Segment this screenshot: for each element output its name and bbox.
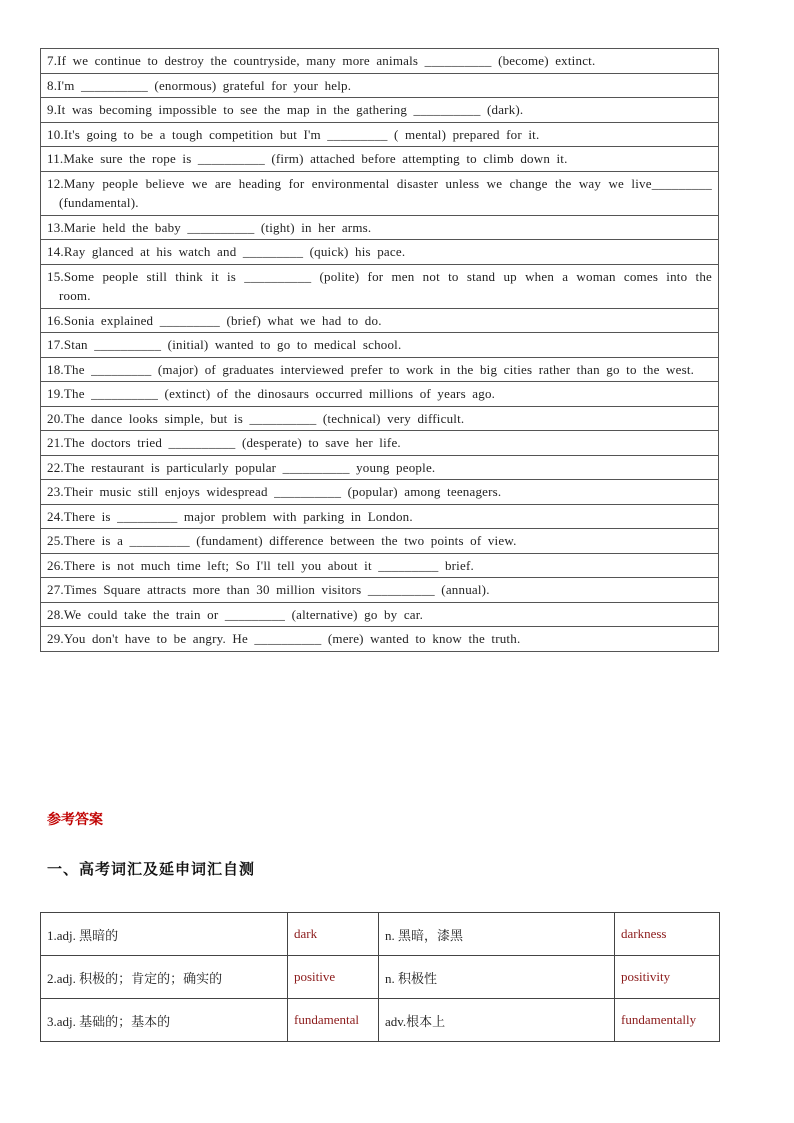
exercise-row (41, 147, 719, 172)
answer-cell: fundamental (288, 999, 379, 1042)
exercise-text: 19.The __________ (extinct) of the dinosaurs occurred millions of years ago. (47, 386, 496, 401)
answer-cell: fundamentally (615, 999, 720, 1042)
answer-cell: dark (288, 913, 379, 956)
exercise-text: 14.Ray glanced at his watch and _________ (quick) his pace. (47, 244, 406, 259)
exercise-text: 8.I'm __________ (enormous) grateful for your help. (47, 77, 352, 93)
exercise-text: 7.If we continue to destroy the countryside, many more animals __________ (become) extinct. (47, 53, 596, 68)
exercise-row (41, 73, 719, 98)
exercise-row (41, 98, 719, 123)
exercise-row (41, 627, 719, 652)
exercise-row (41, 406, 719, 431)
exercise-text: 21.The doctors tried __________ (desperate) to save her life. (47, 435, 401, 450)
prompt-cell: n. 黑暗，漆黑 (379, 913, 615, 956)
exercise-row (41, 171, 719, 215)
exercise-text: 11.Make sure the rope is __________ (firm) attached before attempting to climb down it. (47, 151, 568, 166)
exercise-text: 10.It's going to be a tough competition but I'm _________ ( mental) prepared for it. (47, 126, 540, 142)
exercise-text: 17.Stan __________ (initial) wanted to go to medical school. (47, 337, 402, 352)
exercise-table (40, 48, 719, 652)
exercise-text: 24.There is _________ major problem with parking in London. (47, 508, 413, 524)
exercise-text: 9.It was becoming impossible to see the map in the gathering __________ (dark). (47, 102, 524, 117)
exercise-text: 15.Some people still think it is __________ (polite) for men not to stand up when a woman comes into the room. (47, 268, 712, 303)
exercise-row (41, 240, 719, 265)
prompt-cell: n. 积极性 (379, 956, 615, 999)
exercise-text: 23.Their music still enjoys widespread __________ (popular) among teenagers. (47, 484, 502, 499)
exercise-row (41, 49, 719, 74)
exercise-row (41, 264, 719, 308)
answer-row (41, 956, 720, 999)
exercise-text: 26.There is not much time left; So I'll tell you about it _________ brief. (47, 557, 474, 573)
exercise-text: 20.The dance looks simple, but is __________ (technical) very difficult. (47, 410, 465, 426)
exercise-row (41, 553, 719, 578)
exercise-row (41, 308, 719, 333)
exercise-text: 13.Marie held the baby __________ (tight) in her arms. (47, 219, 372, 235)
answer-cell: darkness (615, 913, 720, 956)
prompt-cell: 2.adj. 积极的；肯定的；确实的 (41, 956, 288, 999)
exercise-text: 29.You don't have to be angry. He __________ (mere) wanted to know the truth. (47, 631, 521, 646)
prompt-cell: 1.adj. 黑暗的 (41, 913, 288, 956)
answer-table (40, 912, 720, 1042)
exercise-text: 22.The restaurant is particularly popular __________ young people. (47, 459, 436, 475)
answer-cell: positivity (615, 956, 720, 999)
exercise-row (41, 357, 719, 382)
exercise-row (41, 504, 719, 529)
exercise-row (41, 122, 719, 147)
exercise-row (41, 333, 719, 358)
exercise-text: 28.We could take the train or _________ (alternative) go by car. (47, 606, 424, 622)
exercise-row (41, 215, 719, 240)
exercise-row (41, 480, 719, 505)
exercise-row (41, 529, 719, 554)
answer-row (41, 999, 720, 1042)
exercise-text: 18.The _________ (major) of graduates interviewed prefer to work in the big cities rather than go to the west. (47, 361, 695, 377)
exercise-text: 12.Many people believe we are heading for environmental disaster unless we change the way we live_________ (fundamental). (47, 175, 712, 210)
exercise-row (41, 578, 719, 603)
exercise-text: 27.Times Square attracts more than 30 million visitors __________ (annual). (47, 582, 490, 597)
exercise-row (41, 431, 719, 456)
prompt-cell: adv.根本上 (379, 999, 615, 1042)
exercise-row (41, 455, 719, 480)
prompt-cell: 3.adj. 基础的；基本的 (41, 999, 288, 1042)
exercise-text: 16.Sonia explained _________ (brief) what we had to do. (47, 312, 382, 328)
exercise-row (41, 602, 719, 627)
answer-cell: positive (288, 956, 379, 999)
answer-row (41, 913, 720, 956)
section-title: 一、高考词汇及延申词汇自测 (47, 860, 256, 878)
exercise-text: 25.There is a _________ (fundament) difference between the two points of view. (47, 533, 517, 548)
answer-key-label: 参考答案 (47, 812, 103, 828)
exercise-row (41, 382, 719, 407)
